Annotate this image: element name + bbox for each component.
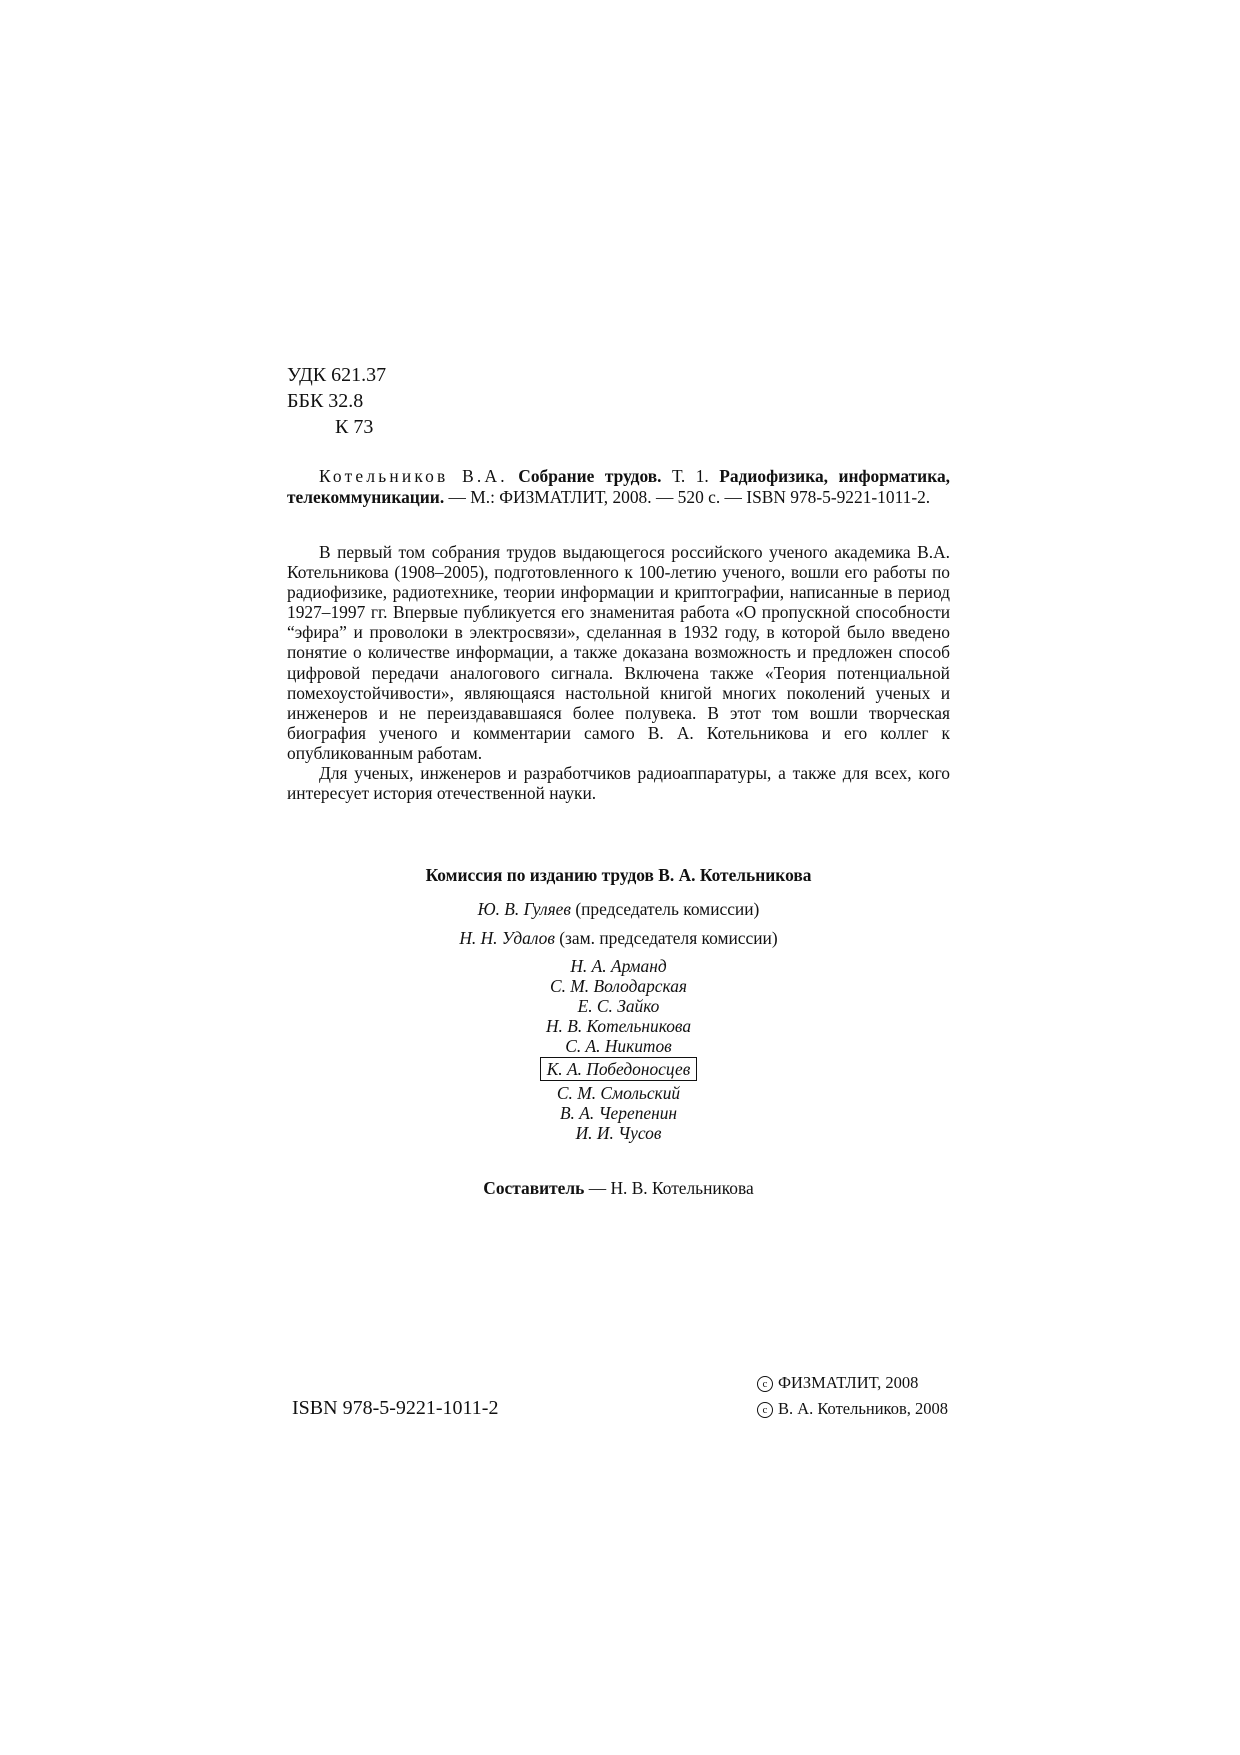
copyright-publisher-text: ФИЗМАТЛИТ, 2008 xyxy=(777,1373,919,1392)
member-item: Н. А. Арманд xyxy=(570,956,667,976)
biblio-imprint: — М.: ФИЗМАТЛИТ, 2008. — 520 с. — xyxy=(448,486,742,507)
compiler-line xyxy=(287,1178,950,1199)
member-item: С. М. Володарская xyxy=(549,976,687,996)
member-item: С. А. Никитов xyxy=(565,1036,672,1056)
isbn-bottom: ISBN 978-5-9221-1011-2 xyxy=(292,1397,499,1419)
copyright-publisher xyxy=(757,1370,948,1396)
biblio-title: Собрание трудов. xyxy=(518,466,662,486)
copyright-block xyxy=(757,1370,948,1422)
classification-codes xyxy=(287,362,386,440)
highlight-box: К. А. Победоносцев xyxy=(540,1057,698,1081)
biblio-subtitle: Радиофизика, информатика, телекоммуникации. xyxy=(287,466,950,507)
copyright-author-text: В. А. Котельников, 2008 xyxy=(777,1399,948,1418)
commission-title: Комиссия по изданию трудов В. А. Котельникова xyxy=(425,865,812,885)
member-item-highlighted xyxy=(287,1056,950,1083)
annotation-paragraph-1: В первый том собрания трудов выдающегося российского ученого академика В.А. Котельникова (1908–2005), подготовленного к 100-летию ученого, вошли его работы по радиофизике, радиотехнике, теории информации и криптографии, написанные в период 1927–1997 гг. Впервые публикуется его знаменитая работа «О пропускной способности “эфира” и проволоки в электросвязи», сделанная в 1932 году, в которой было введено понятие о количестве информации, а также доказана возможность и предложен способ цифровой передачи аналогового сигнала. Включена также «Теория потенциальной помехоустойчивости», являющаяся настольной книгой многих поколений ученых и инженеров и не переиздававшаяся более полувека. В этот том вошли творческая биография ученого и комментарии самого В. А. Котельникова и его коллег к опубликованным работам. xyxy=(287,542,950,763)
deputy-role: (зам. председателя комиссии) xyxy=(559,928,778,948)
chair-role: (председатель комиссии) xyxy=(575,899,760,919)
biblio-author: Котельников В.А. xyxy=(319,466,508,486)
commission-members xyxy=(287,956,950,1143)
chair-name: Ю. В. Гуляев xyxy=(477,899,571,919)
bibliographic-description xyxy=(287,466,950,507)
annotation-paragraph-2: Для ученых, инженеров и разработчиков радиоаппаратуры, а также для всех, кого интересует история отечественной науки. xyxy=(287,763,950,804)
annotation xyxy=(287,542,950,803)
biblio-volume: Т. 1. xyxy=(672,466,709,486)
copyright-icon: c xyxy=(757,1402,773,1418)
compiler-label: Составитель xyxy=(483,1178,585,1198)
member-item: В. А. Черепенин xyxy=(559,1103,678,1123)
copyright-icon: c xyxy=(757,1376,773,1392)
bbk-code: ББК 32.8 xyxy=(287,390,364,412)
commission-block xyxy=(287,864,950,1143)
member-item: С. М. Смольский xyxy=(556,1083,681,1103)
deputy-name: Н. Н. Удалов xyxy=(459,928,555,948)
member-item: И. И. Чусов xyxy=(575,1123,662,1143)
compiler-name: — Н. В. Котельникова xyxy=(588,1178,754,1198)
member-item: Н. В. Котельникова xyxy=(545,1016,692,1036)
biblio-isbn: ISBN 978-5-9221-1011-2. xyxy=(746,486,931,507)
member-item: Е. С. Зайко xyxy=(577,996,660,1016)
udk-code: УДК 621.37 xyxy=(287,364,387,386)
commission-deputy xyxy=(287,927,950,949)
copyright-author xyxy=(757,1396,948,1422)
commission-chair xyxy=(287,898,950,920)
author-sign: К 73 xyxy=(335,416,374,438)
